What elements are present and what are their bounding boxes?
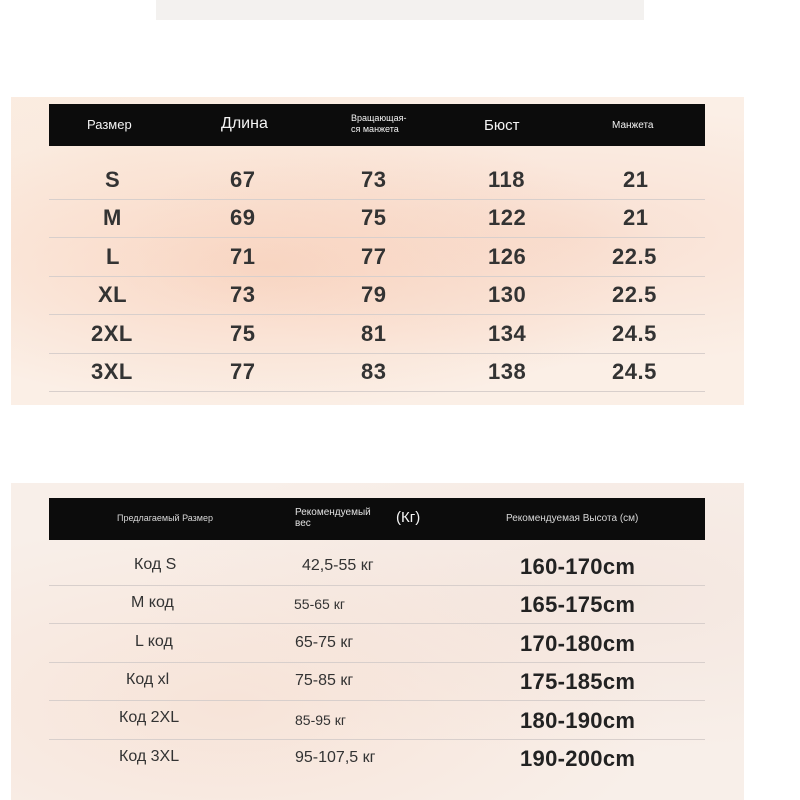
cell-sleeve: 79 [361,282,387,307]
cell-height: 160-170cm [520,554,636,579]
cell-size: S [105,167,121,192]
cell-weight: 95-107,5 кг [295,749,376,766]
row-divider [49,662,705,663]
cell-bust: 134 [488,321,527,346]
cell-cuff: 22.5 [612,244,657,269]
cell-length: 69 [230,205,256,230]
cell-size: M [103,205,122,230]
row-divider [49,199,705,200]
cell-cuff: 24.5 [612,321,657,346]
row-divider [49,391,705,392]
header-height: Рекомендуемая Высота (см) [506,513,639,524]
cell-length: 71 [230,244,256,269]
cell-sleeve: 77 [361,244,387,269]
cell-size-code: Код 3XL [119,748,180,765]
cell-size-code: Код S [134,556,177,573]
cell-weight: 65-75 кг [295,634,354,651]
cell-size-code: Код 2XL [119,709,180,726]
cell-sleeve: 73 [361,167,387,192]
cell-size-code: L код [135,633,173,650]
cell-bust: 126 [488,244,527,269]
row-divider [49,623,705,624]
cell-height: 170-180cm [520,631,636,656]
size-chart-panel [11,97,744,405]
cell-bust: 130 [488,282,527,307]
cell-weight: 42,5-55 кг [302,557,374,574]
header-suggested-size: Предлагаемый Размер [117,513,214,523]
cell-size: XL [98,282,128,307]
row-divider [49,739,705,740]
recommendation-panel [11,483,744,800]
recommendation-header [49,498,705,540]
cell-height: 180-190cm [520,708,636,733]
cell-size: 3XL [91,359,133,384]
cell-sleeve: 75 [361,205,387,230]
header-length: Длина [221,115,268,132]
cell-cuff: 21 [623,205,649,230]
cell-size: L [106,244,120,269]
header-sleeve-line2: ся манжета [351,124,399,134]
header-size: Размер [87,117,132,132]
header-weight-line2: вес [295,518,311,529]
cell-length: 75 [230,321,256,346]
header-cuff: Манжета [612,120,654,131]
size-chart-header [49,104,705,146]
cell-height: 190-200cm [520,746,636,771]
cell-size: 2XL [91,321,133,346]
cell-length: 73 [230,282,256,307]
top-image-strip [156,0,644,20]
header-weight-line1: Рекомендуемый [295,507,371,518]
header-bust: Бюст [484,117,520,134]
cell-cuff: 21 [623,167,649,192]
cell-bust: 118 [488,167,525,192]
cell-height: 165-175cm [520,592,636,617]
cell-size-code: Код xl [126,671,170,688]
header-sleeve-line1: Вращающая- [351,113,407,123]
row-divider [49,276,705,277]
row-divider [49,314,705,315]
cell-sleeve: 83 [361,359,387,384]
cell-cuff: 24.5 [612,359,657,384]
cell-sleeve: 81 [361,321,387,346]
cell-bust: 122 [488,205,527,230]
row-divider [49,237,705,238]
cell-weight: 85-95 кг [295,712,346,728]
row-divider [49,353,705,354]
cell-weight: 55-65 кг [294,596,345,612]
row-divider [49,585,705,586]
cell-cuff: 22.5 [612,282,657,307]
header-weight-unit: (Кг) [396,509,421,526]
cell-length: 67 [230,167,256,192]
cell-size-code: M код [131,594,174,611]
cell-bust: 138 [488,359,527,384]
cell-weight: 75-85 кг [295,672,354,689]
cell-length: 77 [230,359,256,384]
cell-height: 175-185cm [520,669,636,694]
row-divider [49,700,705,701]
